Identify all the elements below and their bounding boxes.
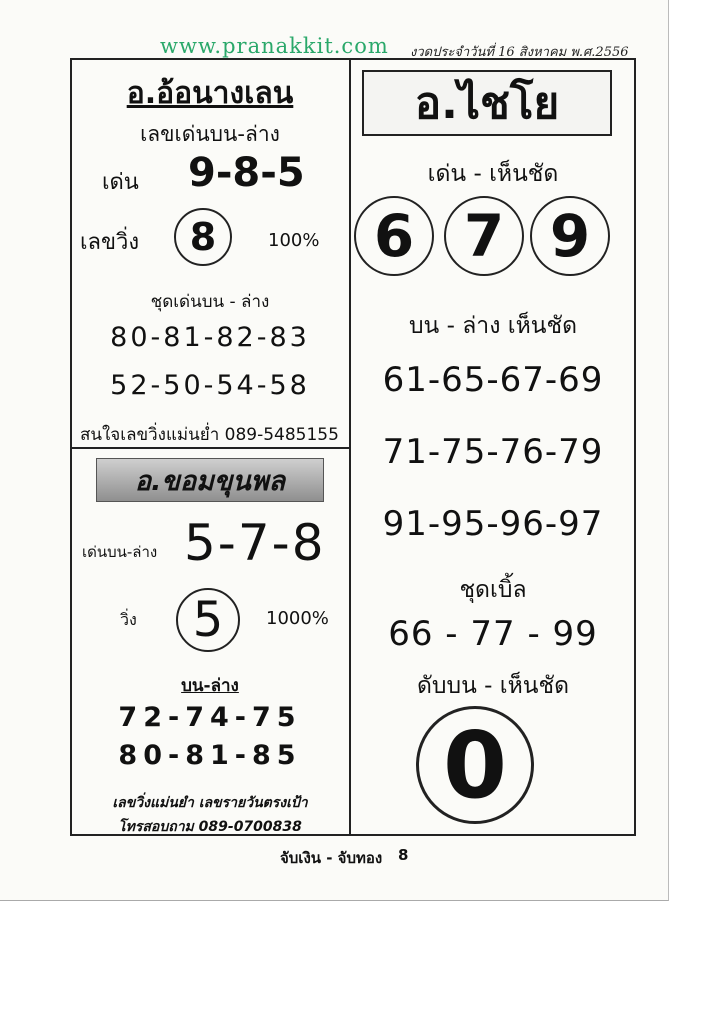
left-bottom-row-2: 80-81-85	[118, 740, 302, 771]
double-label: ชุดเบิ้ล	[459, 577, 527, 603]
dab-number: 0	[442, 711, 507, 819]
right-den-label: เด่น - เห็นชัด	[427, 161, 559, 187]
left-top-contact: สนใจเลขวิ่งแม่นย่ำ 089-5485155	[80, 425, 339, 445]
right-title: อ.ไชโย	[414, 78, 560, 129]
right-circle-3	[530, 196, 610, 276]
right-row-3: 91-95-96-97	[382, 504, 604, 544]
set-label: ชุดเด่นบน - ล่าง	[150, 292, 270, 312]
wing-number-circle	[174, 208, 232, 266]
left-bottom-den-numbers: 5-7-8	[184, 514, 326, 572]
wing-percent: 100%	[268, 230, 320, 251]
right-title-box	[362, 70, 612, 136]
right-circle-1	[354, 196, 434, 276]
wing2-label: วิ่ง	[120, 610, 137, 629]
page-footer-text: จับเงิน - จับทอง	[280, 849, 383, 867]
dab-number-circle	[416, 706, 534, 824]
page-number: 8	[398, 846, 409, 864]
wing-number: 8	[189, 215, 217, 259]
right-circle-1-number: 6	[373, 202, 415, 270]
den-label: เด่น	[102, 170, 139, 195]
left-bottom-title: อ.ขอมขุนพล	[134, 465, 286, 497]
left-bottom-footer-2: โทรสอบถาม 089-0700838	[118, 819, 302, 835]
wing-label: เลขวิ่ง	[80, 230, 140, 255]
wing2-number: 5	[192, 592, 224, 648]
issue-date: งวดประจำวันที่ 16 สิงหาคม พ.ศ.2556	[410, 45, 629, 60]
left-bottom-footer-1: เลขวิ่งแม่นยำ เลขรายวันตรงเป้า	[112, 795, 308, 811]
wing2-percent: 1000%	[266, 608, 329, 629]
left-top-subtitle: เลขเด่นบน-ล่าง	[140, 122, 280, 146]
double-row: 66 - 77 - 99	[388, 614, 598, 654]
left-bottom-row-1: 72-74-75	[118, 702, 302, 733]
left-top-title: อ.อ้อนางเลน	[126, 76, 294, 111]
left-top-row-2: 52-50-54-58	[110, 370, 310, 401]
right-row-2: 71-75-76-79	[382, 432, 604, 472]
right-circle-2-number: 7	[463, 202, 505, 270]
left-top-row-1: 80-81-82-83	[110, 322, 310, 353]
den-numbers: 9-8-5	[188, 150, 305, 196]
right-bonlang-label: บน - ล่าง เห็นชัด	[408, 313, 578, 339]
right-circle-3-number: 9	[549, 202, 591, 270]
wing2-number-circle	[176, 588, 240, 652]
right-row-1: 61-65-67-69	[382, 360, 604, 400]
denbon-label: เด่นบน-ล่าง	[82, 543, 158, 561]
right-circle-2	[444, 196, 524, 276]
website-watermark: www.pranakkit.com	[160, 34, 389, 58]
left-bottom-title-banner	[96, 458, 324, 502]
bonlang2-label: บน-ล่าง	[181, 676, 239, 696]
dab-label: ดับบน - เห็นชัด	[416, 673, 570, 699]
